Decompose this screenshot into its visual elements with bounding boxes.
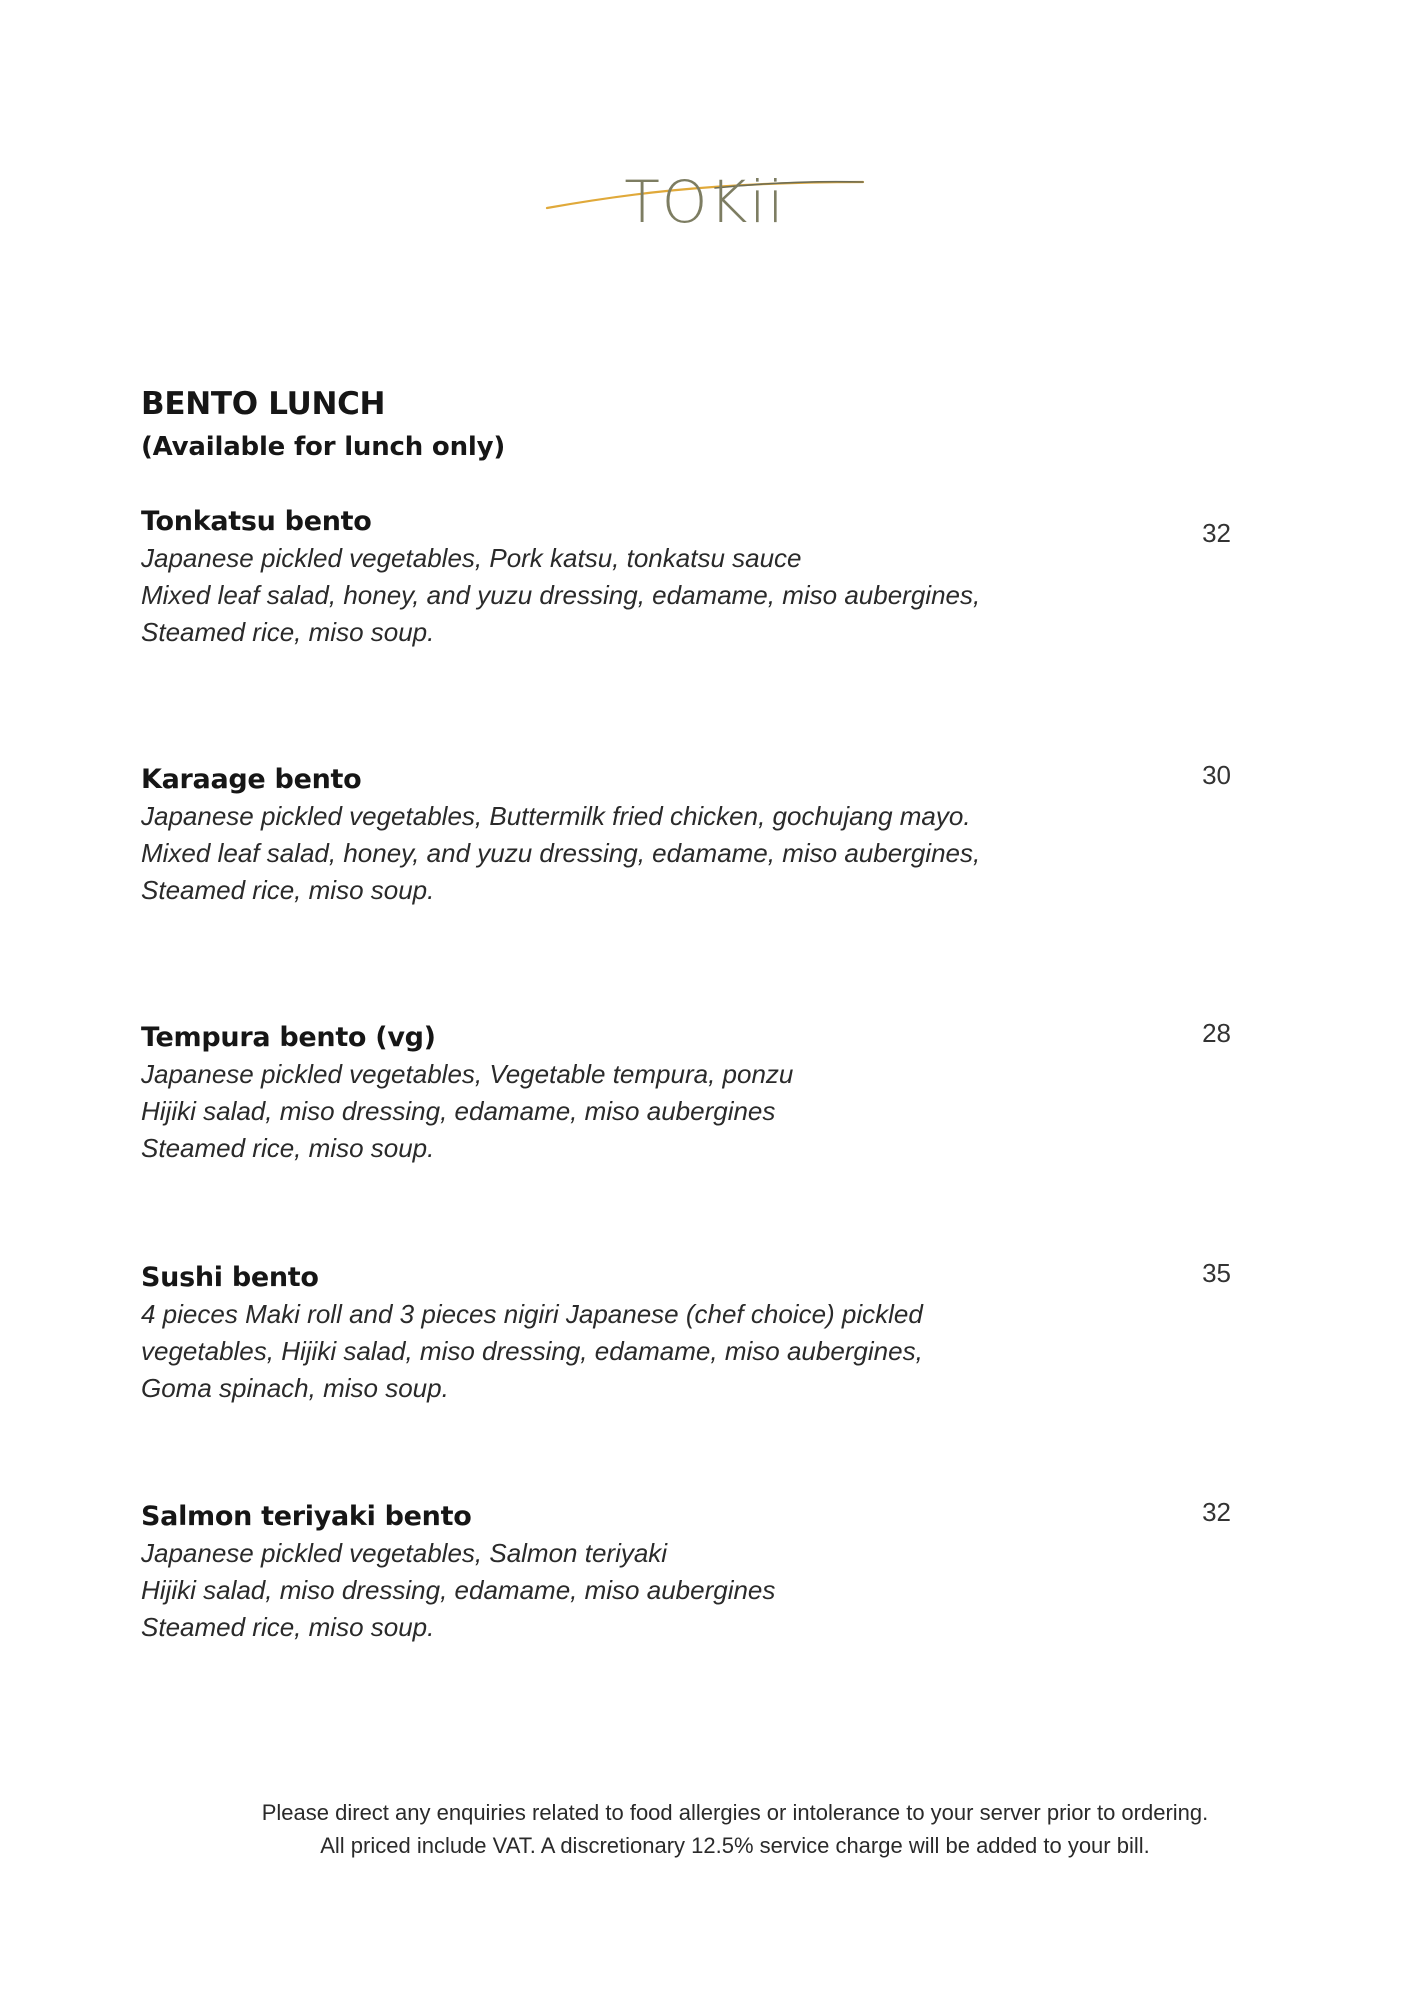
- menu-item-name: Tonkatsu bento: [141, 506, 372, 537]
- menu-item: [141, 1260, 1231, 1407]
- footer-allergy-note: Please direct any enquiries related to food allergies or intolerance to your server prior to ordering.: [261, 1800, 1209, 1825]
- footer-vat-note: All priced include VAT. A discretionary 12.5% service charge will be added to your bill.: [320, 1833, 1150, 1858]
- logo-graphic: [545, 160, 865, 240]
- menu-item: [141, 1499, 1231, 1646]
- menu-title: BENTO LUNCH: [141, 386, 386, 422]
- menu-item: [141, 1020, 1231, 1167]
- menu-item-description-line: Mixed leaf salad, honey, and yuzu dressing, edamame, miso aubergines,: [141, 838, 981, 868]
- footer-notice: [0, 1796, 1410, 1862]
- menu-item: [141, 762, 1231, 909]
- menu-item-description-line: Japanese pickled vegetables, Vegetable tempura, ponzu: [141, 1059, 794, 1089]
- restaurant-logo: [545, 160, 865, 240]
- menu-item-description: [141, 1535, 1231, 1646]
- menu-item-description-line: Goma spinach, miso soup.: [141, 1373, 449, 1403]
- menu-item-name: Sushi bento: [141, 1262, 319, 1293]
- menu-item-description: [141, 798, 1231, 909]
- menu-item-price: 30: [1202, 760, 1231, 790]
- menu-item-description: [141, 1056, 1231, 1167]
- menu-item-price: 32: [1202, 518, 1231, 548]
- menu-item-description-line: Japanese pickled vegetables, Pork katsu, tonkatsu sauce: [141, 543, 802, 573]
- menu-item-description-line: Japanese pickled vegetables, Salmon teriyaki: [141, 1538, 668, 1568]
- menu-item-description-line: Steamed rice, miso soup.: [141, 875, 435, 905]
- menu-subtitle: (Available for lunch only): [141, 432, 506, 462]
- menu-item-description-line: vegetables, Hijiki salad, miso dressing, edamame, miso aubergines,: [141, 1336, 923, 1366]
- menu-item-price: 35: [1202, 1258, 1231, 1288]
- menu-item-description: [141, 1296, 1231, 1407]
- menu-item-price: 32: [1202, 1497, 1231, 1527]
- menu-item-description-line: Mixed leaf salad, honey, and yuzu dressing, edamame, miso aubergines,: [141, 580, 981, 610]
- menu-item-description: [141, 540, 1231, 651]
- menu-item-name: Salmon teriyaki bento: [141, 1501, 472, 1532]
- menu-item-description-line: Steamed rice, miso soup.: [141, 1612, 435, 1642]
- menu-item: [141, 504, 1231, 651]
- menu-item-description-line: Japanese pickled vegetables, Buttermilk fried chicken, gochujang mayo.: [141, 801, 971, 831]
- menu-item-description-line: 4 pieces Maki roll and 3 pieces nigiri Japanese (chef choice) pickled: [141, 1299, 923, 1329]
- menu-item-description-line: Hijiki salad, miso dressing, edamame, miso aubergines: [141, 1096, 776, 1126]
- menu-item-description-line: Hijiki salad, miso dressing, edamame, miso aubergines: [141, 1575, 776, 1605]
- menu-item-name: Karaage bento: [141, 764, 362, 795]
- logo-text: TOKii: [624, 168, 786, 236]
- menu-item-description-line: Steamed rice, miso soup.: [141, 1133, 435, 1163]
- menu-item-price: 28: [1202, 1018, 1231, 1048]
- menu-item-name: Tempura bento (vg): [141, 1022, 436, 1053]
- menu-item-description-line: Steamed rice, miso soup.: [141, 617, 435, 647]
